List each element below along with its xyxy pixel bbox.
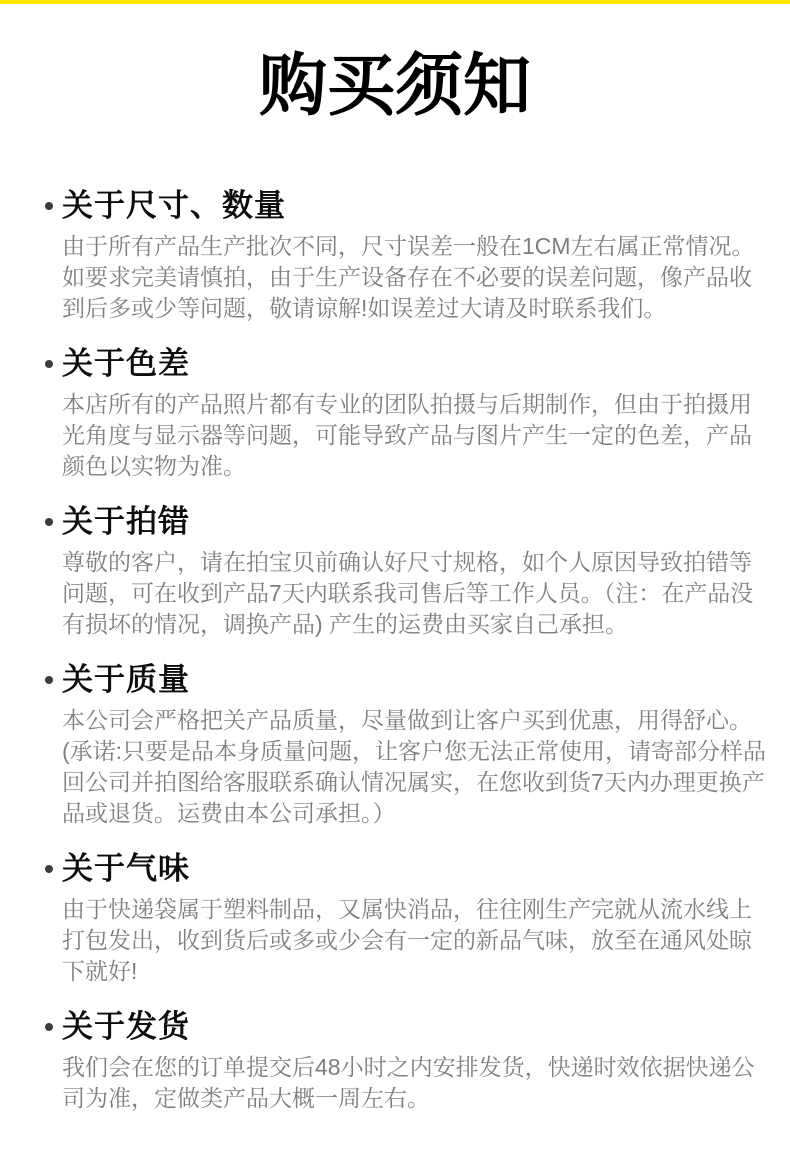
bullet-icon bbox=[45, 865, 53, 873]
section-heading: 关于尺寸、数量 bbox=[62, 188, 286, 223]
section-heading-row bbox=[0, 504, 790, 540]
section-heading-row bbox=[0, 188, 790, 224]
page-title: 购买须知 bbox=[258, 48, 531, 124]
bullet-icon bbox=[45, 360, 53, 368]
bullet-icon bbox=[45, 518, 53, 526]
section-heading-row bbox=[0, 851, 790, 887]
bullet-icon bbox=[45, 676, 53, 684]
section-size-quantity bbox=[0, 188, 790, 324]
section-heading-row bbox=[0, 662, 790, 698]
section-wrong-order bbox=[0, 504, 790, 640]
section-heading: 关于发货 bbox=[62, 1009, 190, 1044]
section-body-text: 本店所有的产品照片都有专业的团队拍摄与后期制作，但由于拍摄用光角度与显示器等问题，可能导致产品与图片产生一定的色差，产品颜色以实物为准。 bbox=[62, 391, 752, 479]
section-smell bbox=[0, 851, 790, 987]
section-body-text: 由于所有产品生产批次不同，尺寸误差一般在1CM左右属正常情况。如要求完美请慎拍，由于生产设备存在不必要的误差问题，像产品收到后多或少等问题，敬请谅解!如误差过大请及时联系我们。 bbox=[62, 233, 755, 321]
section-heading: 关于气味 bbox=[62, 851, 190, 886]
section-heading-row bbox=[0, 1009, 790, 1045]
section-heading: 关于色差 bbox=[62, 346, 190, 381]
bullet-icon bbox=[45, 1023, 53, 1031]
section-heading: 关于质量 bbox=[62, 662, 190, 697]
section-body-text: 我们会在您的订单提交后48小时之内安排发货，快递时效依据快递公司为准，定做类产品大概一周左右。 bbox=[62, 1054, 755, 1111]
section-heading: 关于拍错 bbox=[62, 504, 190, 539]
top-accent-bar bbox=[0, 0, 790, 4]
section-body-text: 由于快递袋属于塑料制品，又属快消品，往往刚生产完就从流水线上打包发出，收到货后或多或少会有一定的新品气味，放至在通风处晾下就好! bbox=[62, 896, 752, 984]
section-heading-row bbox=[0, 346, 790, 382]
section-body-text: 本公司会严格把关产品质量，尽量做到让客户买到优惠，用得舒心。(承诺:只要是品本身质量问题，让客户您无法正常使用，请寄部分样品回公司并拍图给客服联系确认情况属实，在您收到货7天内办理更换产品或退货。运费由本公司承担。） bbox=[62, 707, 767, 826]
bullet-icon bbox=[45, 202, 53, 210]
section-shipping bbox=[0, 1009, 790, 1114]
section-color-difference bbox=[0, 346, 790, 482]
section-body-text: 尊敬的客户，请在拍宝贝前确认好尺寸规格，如个人原因导致拍错等问题，可在收到产品7天内联系我司售后等工作人员。（注：在产品没有损坏的情况，调换产品) 产生的运费由买家自己承担。 bbox=[62, 549, 754, 637]
section-quality bbox=[0, 662, 790, 829]
notice-sections bbox=[0, 188, 790, 1114]
